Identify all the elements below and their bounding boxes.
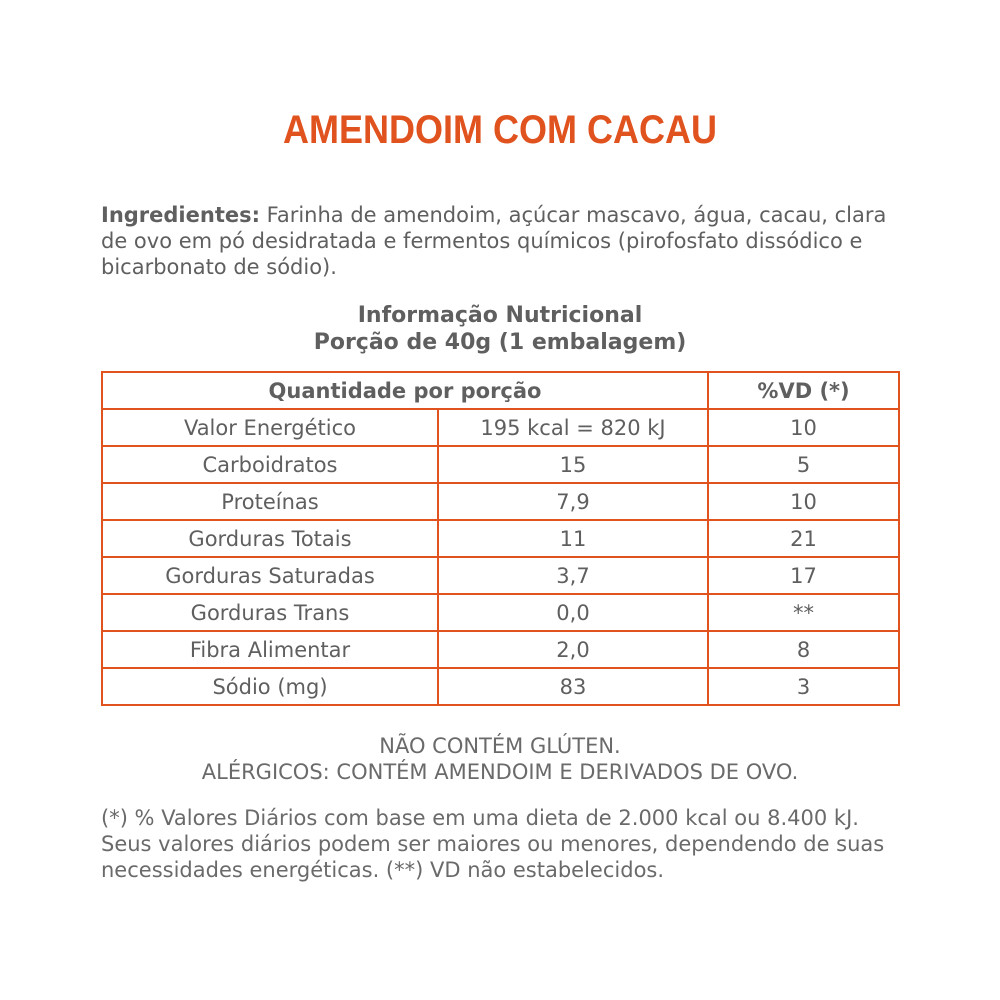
table-row — [102, 668, 899, 705]
nutrient-name: Sódio (mg) — [102, 668, 438, 705]
nutrient-amount: 83 — [438, 668, 708, 705]
nutrient-vd: 17 — [708, 557, 899, 594]
nutrition-title: Informação Nutricional — [357, 303, 643, 328]
nutrition-heading — [0, 302, 1000, 356]
nutrient-name: Gorduras Trans — [102, 594, 438, 631]
table-row — [102, 631, 899, 668]
nutrition-table-header — [102, 372, 899, 409]
ingredients-paragraph — [101, 202, 911, 280]
nutrient-vd: 10 — [708, 483, 899, 520]
daily-values-footnote: (*) % Valores Diários com base em uma dieta de 2.000 kcal ou 8.400 kJ. Seus valores diários podem ser maiores ou menores, dependendo de suas necessidades energéticas. (**) VD não estabelecidos. — [101, 806, 885, 882]
nutrient-name: Gorduras Totais — [102, 520, 438, 557]
table-row — [102, 557, 899, 594]
nutrition-table — [101, 371, 900, 706]
product-title: AMENDOIM COM CACAU — [283, 108, 717, 152]
nutrient-vd: 10 — [708, 409, 899, 446]
nutrient-vd: 8 — [708, 631, 899, 668]
nutrient-amount: 11 — [438, 520, 708, 557]
allergens-notice: ALÉRGICOS: CONTÉM AMENDOIM E DERIVADOS DE OVO. — [201, 760, 799, 784]
allergen-notice — [0, 733, 1000, 785]
nutrient-name: Gorduras Saturadas — [102, 557, 438, 594]
table-row — [102, 409, 899, 446]
nutrient-vd: 5 — [708, 446, 899, 483]
header-quantity: Quantidade por porção — [102, 372, 708, 409]
ingredients-text: Farinha de amendoim, açúcar mascavo, água, cacau, clara de ovo em pó desidratada e fermentos químicos (pirofosfato dissódico e bicarbonato de sódio). — [101, 203, 887, 279]
nutrient-amount: 7,9 — [438, 483, 708, 520]
table-row — [102, 446, 899, 483]
ingredients-label: Ingredientes: — [101, 203, 260, 227]
nutrient-amount: 3,7 — [438, 557, 708, 594]
header-vd: %VD (*) — [708, 372, 899, 409]
nutrient-vd: 3 — [708, 668, 899, 705]
table-row — [102, 483, 899, 520]
nutrient-amount: 15 — [438, 446, 708, 483]
nutrient-name: Fibra Alimentar — [102, 631, 438, 668]
serving-size: Porção de 40g (1 embalagem) — [313, 330, 687, 355]
nutrient-name: Valor Energético — [102, 409, 438, 446]
nutrient-amount: 2,0 — [438, 631, 708, 668]
nutrient-name: Carboidratos — [102, 446, 438, 483]
nutrient-vd: 21 — [708, 520, 899, 557]
table-row — [102, 520, 899, 557]
table-row — [102, 594, 899, 631]
gluten-notice: NÃO CONTÉM GLÚTEN. — [379, 734, 621, 758]
nutrient-vd: ** — [708, 594, 899, 631]
nutrient-amount: 195 kcal = 820 kJ — [438, 409, 708, 446]
nutrient-name: Proteínas — [102, 483, 438, 520]
nutrient-amount: 0,0 — [438, 594, 708, 631]
